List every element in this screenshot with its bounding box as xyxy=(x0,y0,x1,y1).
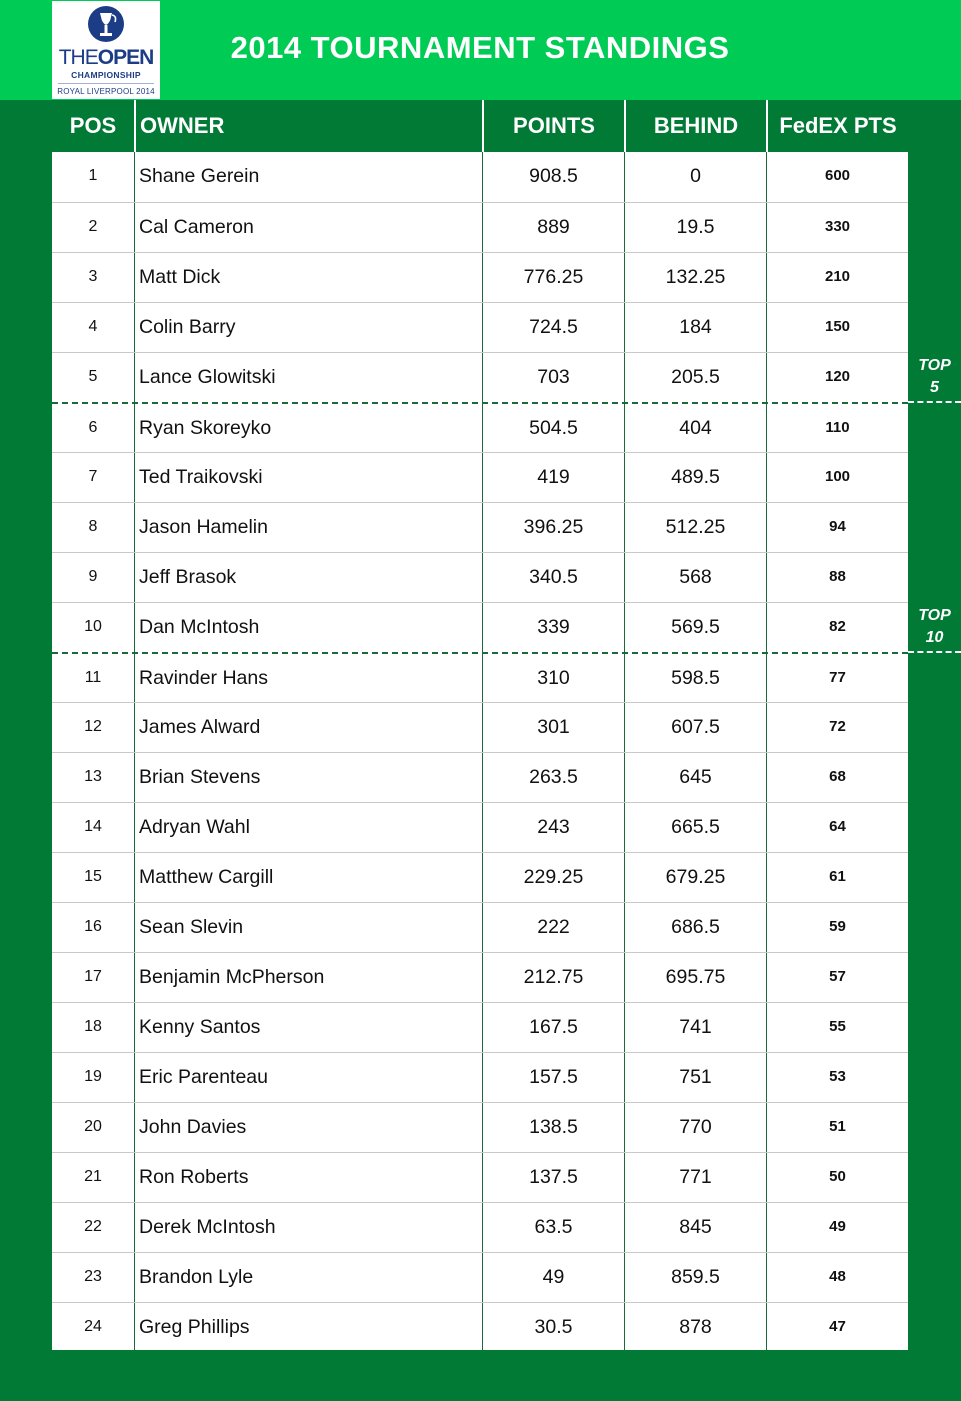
cell-fedex: 48 xyxy=(829,1268,846,1285)
cell-fedex: 47 xyxy=(829,1318,846,1335)
header-owner: OWNER xyxy=(134,100,482,152)
cell-behind: 205.5 xyxy=(671,366,720,388)
cell-points: 138.5 xyxy=(529,1116,578,1138)
cell-pos: 3 xyxy=(88,268,98,285)
cell-behind: 679.25 xyxy=(665,866,726,888)
table-row xyxy=(52,1302,908,1352)
cell-points: 776.25 xyxy=(523,266,584,288)
open-championship-logo xyxy=(52,1,160,99)
cell-points: 504.5 xyxy=(529,417,578,439)
cell-owner: John Davies xyxy=(139,1116,247,1138)
cell-owner: Adryan Wahl xyxy=(139,816,250,838)
cell-pos: 19 xyxy=(84,1068,102,1085)
cutoff-label-line2: 10 xyxy=(925,629,944,646)
cell-behind: 404 xyxy=(679,417,712,439)
cell-pos: 4 xyxy=(88,318,98,335)
cell-pos: 9 xyxy=(88,568,98,585)
cell-points: 310 xyxy=(537,667,570,689)
cell-points: 157.5 xyxy=(529,1066,578,1088)
header-pos: POS xyxy=(69,113,117,138)
logo-title xyxy=(52,46,160,70)
cell-pos: 20 xyxy=(84,1118,102,1135)
cell-pos: 1 xyxy=(88,167,98,184)
cell-pos: 15 xyxy=(84,868,102,885)
cell-owner: Ron Roberts xyxy=(139,1166,249,1188)
cell-fedex: 49 xyxy=(829,1218,846,1235)
table-row xyxy=(52,1052,908,1102)
cell-owner: Colin Barry xyxy=(139,316,236,338)
cell-behind: 878 xyxy=(679,1316,712,1338)
cutoff-label-line2: 5 xyxy=(930,379,939,396)
cell-behind: 569.5 xyxy=(671,616,720,638)
cell-fedex: 55 xyxy=(829,1018,846,1035)
table-row xyxy=(52,1152,908,1202)
cell-points: 396.25 xyxy=(523,516,584,538)
cell-fedex: 210 xyxy=(824,268,851,285)
cell-behind: 665.5 xyxy=(671,816,720,838)
cell-fedex: 82 xyxy=(829,618,846,635)
table-row xyxy=(52,702,908,752)
cell-behind: 741 xyxy=(679,1016,712,1038)
cell-owner: Brandon Lyle xyxy=(139,1266,254,1288)
logo-divider xyxy=(58,83,154,84)
cell-owner: Benjamin McPherson xyxy=(139,966,325,988)
table-row xyxy=(52,202,908,252)
cell-points: 243 xyxy=(537,816,570,838)
standings-table xyxy=(52,152,908,1350)
cell-fedex: 94 xyxy=(829,518,846,535)
cell-points: 212.75 xyxy=(523,966,584,988)
cutoff-line xyxy=(908,651,961,653)
cutoff-label xyxy=(908,605,961,649)
cell-points: 167.5 xyxy=(529,1016,578,1038)
table-row xyxy=(52,952,908,1002)
table-row xyxy=(52,402,908,452)
cell-points: 340.5 xyxy=(529,566,578,588)
cell-pos: 17 xyxy=(84,968,102,985)
table-row xyxy=(52,902,908,952)
table-row xyxy=(52,802,908,852)
cell-fedex: 68 xyxy=(829,768,846,785)
cell-owner: Sean Slevin xyxy=(139,916,244,938)
cell-points: 263.5 xyxy=(529,766,578,788)
cutoff-label-line1: TOP xyxy=(918,357,951,374)
cell-pos: 14 xyxy=(84,818,102,835)
cell-pos: 2 xyxy=(88,218,98,235)
cell-behind: 607.5 xyxy=(671,716,720,738)
table-row xyxy=(52,852,908,902)
cell-points: 889 xyxy=(537,216,570,238)
cell-owner: James Alward xyxy=(139,716,261,738)
cell-fedex: 51 xyxy=(829,1118,846,1135)
cell-pos: 10 xyxy=(84,618,102,635)
cell-points: 301 xyxy=(537,716,570,738)
cell-behind: 568 xyxy=(679,566,712,588)
cell-behind: 771 xyxy=(679,1166,712,1188)
cell-pos: 23 xyxy=(84,1268,102,1285)
cell-behind: 751 xyxy=(679,1066,712,1088)
cell-fedex: 77 xyxy=(829,669,846,686)
cell-owner: Jeff Brasok xyxy=(139,566,237,588)
cell-points: 229.25 xyxy=(523,866,584,888)
cell-fedex: 100 xyxy=(824,468,851,485)
cell-pos: 8 xyxy=(88,518,98,535)
cell-pos: 21 xyxy=(84,1168,102,1185)
cell-owner: Matt Dick xyxy=(139,266,221,288)
cell-owner: Ravinder Hans xyxy=(139,667,268,689)
cell-behind: 489.5 xyxy=(671,466,720,488)
table-row xyxy=(52,1202,908,1252)
cell-pos: 16 xyxy=(84,918,102,935)
cell-fedex: 150 xyxy=(824,318,851,335)
cell-owner: Shane Gerein xyxy=(139,165,260,187)
cell-fedex: 53 xyxy=(829,1068,846,1085)
cutoff-line xyxy=(908,401,961,403)
cell-fedex: 72 xyxy=(829,718,846,735)
cell-pos: 7 xyxy=(88,468,98,485)
cell-pos: 18 xyxy=(84,1018,102,1035)
logo-subtitle: CHAMPIONSHIP xyxy=(71,70,141,80)
cell-owner: Ted Traikovski xyxy=(139,466,263,488)
cell-points: 908.5 xyxy=(529,165,578,187)
cell-points: 339 xyxy=(537,616,570,638)
cell-behind: 859.5 xyxy=(671,1266,720,1288)
cell-owner: Lance Glowitski xyxy=(139,366,276,388)
table-row xyxy=(52,302,908,352)
cell-owner: Dan McIntosh xyxy=(139,616,260,638)
header-behind: BEHIND xyxy=(624,100,766,152)
cell-fedex: 110 xyxy=(825,419,850,436)
cell-points: 222 xyxy=(537,916,570,938)
claret-jug-icon xyxy=(86,4,126,46)
cell-fedex: 88 xyxy=(829,568,846,585)
cell-owner: Jason Hamelin xyxy=(139,516,268,538)
cell-pos: 13 xyxy=(84,768,102,785)
cell-points: 724.5 xyxy=(529,316,578,338)
cell-pos: 6 xyxy=(88,419,98,436)
cell-behind: 686.5 xyxy=(671,916,720,938)
cell-behind: 770 xyxy=(679,1116,712,1138)
cell-fedex: 59 xyxy=(829,918,846,935)
cutoff-label xyxy=(908,355,961,399)
cell-fedex: 64 xyxy=(829,818,846,835)
cell-pos: 5 xyxy=(88,368,98,385)
table-row xyxy=(52,652,908,702)
cell-owner: Greg Phillips xyxy=(139,1316,250,1338)
cell-fedex: 50 xyxy=(829,1168,846,1185)
table-row xyxy=(52,1102,908,1152)
cell-pos: 24 xyxy=(84,1318,102,1335)
cell-behind: 19.5 xyxy=(676,216,715,238)
cell-fedex: 61 xyxy=(829,868,846,885)
logo-title-open: OPEN xyxy=(97,46,154,69)
table-row xyxy=(52,1252,908,1302)
table-row xyxy=(52,352,908,402)
cell-points: 703 xyxy=(537,366,570,388)
cell-behind: 512.25 xyxy=(665,516,726,538)
cell-owner: Brian Stevens xyxy=(139,766,261,788)
cell-points: 137.5 xyxy=(529,1166,578,1188)
table-row xyxy=(52,1002,908,1052)
cell-fedex: 330 xyxy=(824,218,851,235)
cell-owner: Derek McIntosh xyxy=(139,1216,276,1238)
cell-behind: 845 xyxy=(679,1216,712,1238)
cell-owner: Ryan Skoreyko xyxy=(139,417,272,439)
cell-fedex: 120 xyxy=(824,368,851,385)
cell-owner: Cal Cameron xyxy=(139,216,254,238)
cell-behind: 184 xyxy=(679,316,712,338)
table-row xyxy=(52,602,908,652)
logo-venue: ROYAL LIVERPOOL 2014 xyxy=(57,87,155,96)
cell-owner: Matthew Cargill xyxy=(139,866,274,888)
cell-points: 49 xyxy=(542,1266,565,1288)
table-row xyxy=(52,152,908,202)
page-title: 2014 TOURNAMENT STANDINGS xyxy=(230,30,730,65)
table-header xyxy=(52,100,908,152)
cell-points: 30.5 xyxy=(534,1316,573,1338)
table-row xyxy=(52,502,908,552)
cell-pos: 22 xyxy=(84,1218,102,1235)
cell-behind: 645 xyxy=(679,766,712,788)
cutoff-label-line1: TOP xyxy=(918,607,951,624)
cell-behind: 598.5 xyxy=(671,667,720,689)
cell-pos: 11 xyxy=(84,669,102,686)
table-row xyxy=(52,752,908,802)
table-row xyxy=(52,452,908,502)
table-row xyxy=(52,252,908,302)
logo-title-the: THE xyxy=(58,46,98,69)
header-fedex: FedEX PTS xyxy=(766,100,908,152)
cell-fedex: 57 xyxy=(829,968,846,985)
cell-points: 63.5 xyxy=(534,1216,573,1238)
cell-owner: Kenny Santos xyxy=(139,1016,261,1038)
header-points: POINTS xyxy=(482,100,624,152)
cell-behind: 0 xyxy=(690,165,701,187)
cell-behind: 695.75 xyxy=(665,966,726,988)
cell-owner: Eric Parenteau xyxy=(139,1066,268,1088)
cell-points: 419 xyxy=(537,466,570,488)
cell-fedex: 600 xyxy=(824,167,851,184)
cell-pos: 12 xyxy=(84,718,102,735)
cell-behind: 132.25 xyxy=(665,266,726,288)
table-row xyxy=(52,552,908,602)
